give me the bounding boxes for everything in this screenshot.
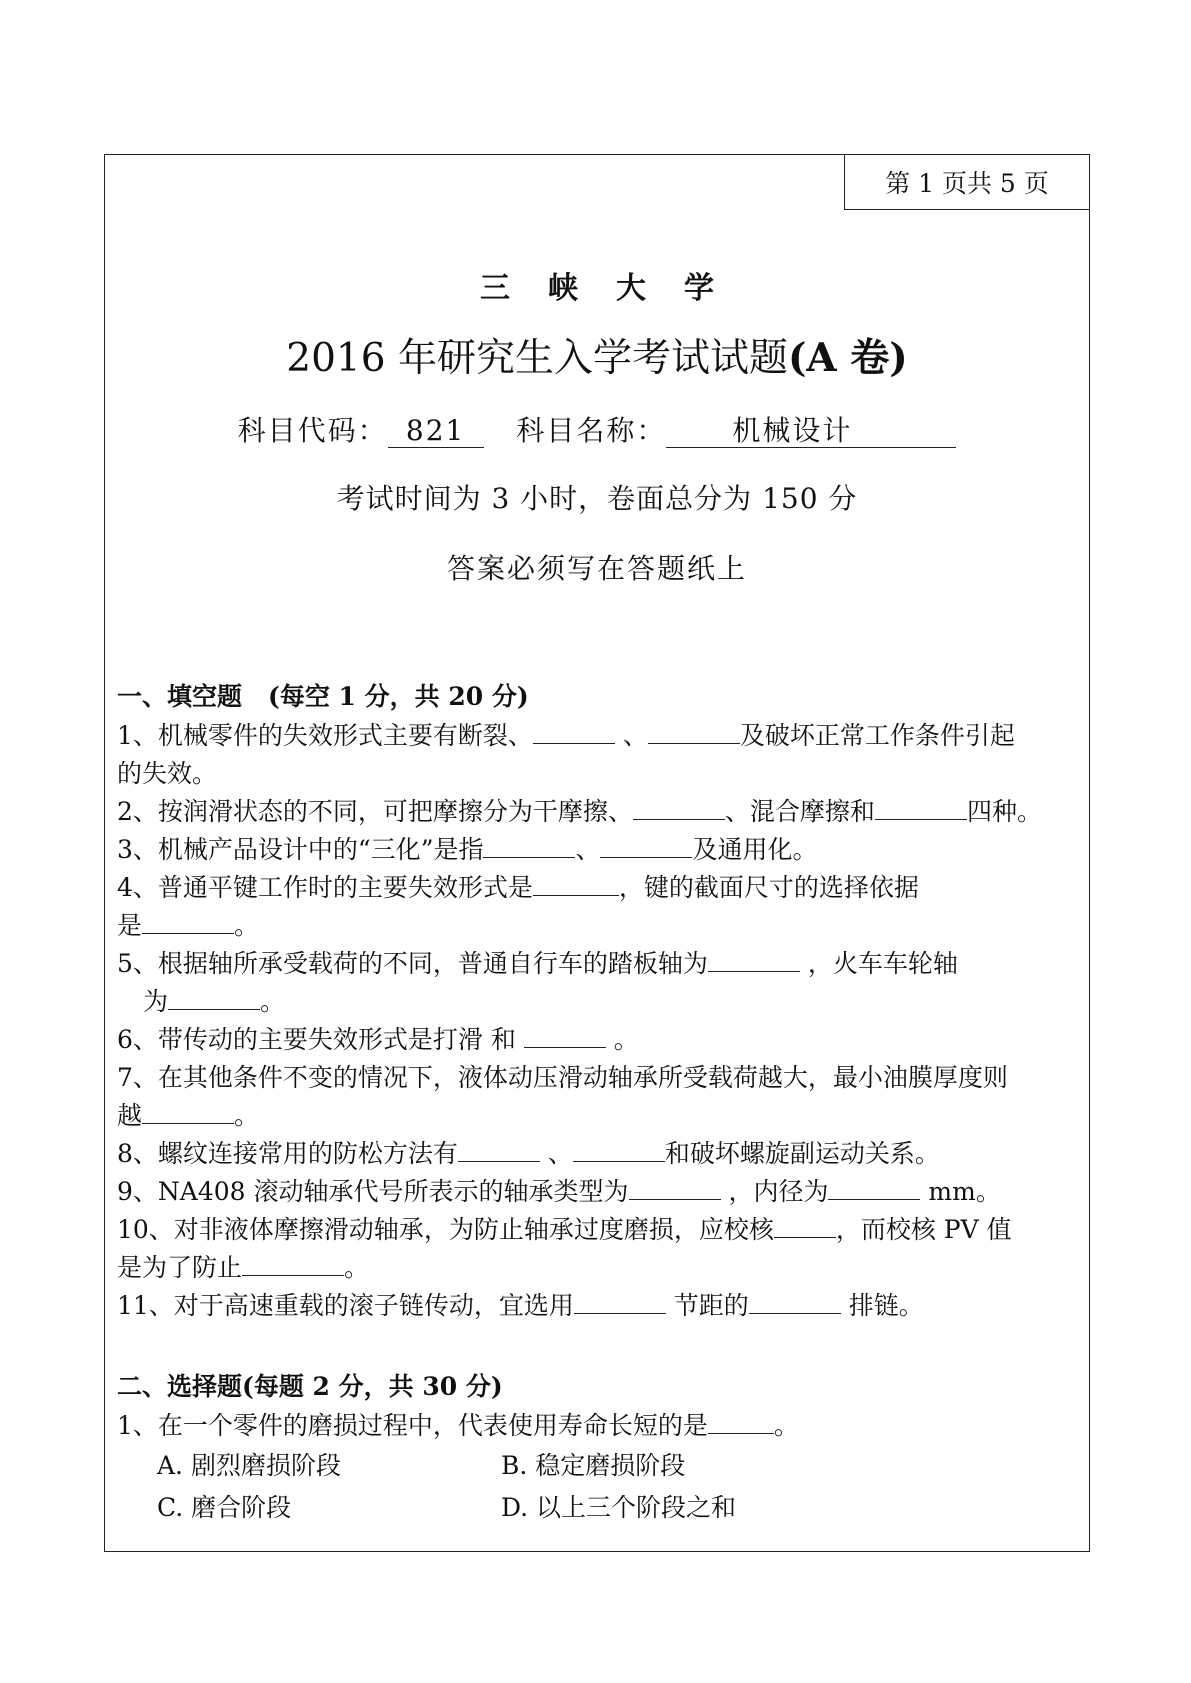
exam-paper-label: (A 卷) [787,335,908,381]
answer-blank [875,793,967,820]
university-name: 三峡大学 [480,271,752,306]
question-text: 1、机械零件的失效形式主要有断裂、 [117,721,533,750]
section-spacer [117,1325,1077,1367]
answer-blank [458,1135,540,1162]
subject-name: 机械设计 [666,415,956,448]
question-text: ，而校核 PV 值 [835,1215,1012,1244]
question-text: 。 [344,1253,370,1282]
question-text: 11、对于高速重载的滚子链传动，宜选用 [117,1291,574,1320]
choice-question-1 [117,1407,1077,1445]
question-text: 及通用化。 [692,835,818,864]
question-5-cont [117,983,1077,1021]
question-4 [117,869,1077,907]
question-10 [117,1211,1077,1249]
question-text: 及破坏正常工作条件引起 [739,721,1015,750]
question-text: ，键的截面尺寸的选择依据 [618,873,919,902]
question-text: 4、普通平键工作时的主要失效形式是 [117,873,533,902]
question-5 [117,945,1077,983]
answer-blank [629,1173,721,1200]
answer-blank [774,1211,836,1238]
question-text: 越 [117,1101,143,1130]
question-text: 、 [614,721,648,750]
subject-line [105,409,1089,449]
answer-blank [483,831,575,858]
question-1-cont: 的失效。 [117,759,218,788]
question-text: 是为了防止 [117,1253,243,1282]
question-text: 、 [539,1139,573,1168]
question-8 [117,1135,1077,1173]
option-b: B. 稳定磨损阶段 [501,1451,686,1480]
question-text: 。 [234,1101,260,1130]
subject-name-label: 科目名称： [516,414,667,447]
question-7: 7、在其他条件不变的情况下，液体动压滑动轴承所受载荷越大，最小油膜厚度则 [117,1063,1008,1092]
question-3 [117,831,1077,869]
section-score: (每题 2 分，共 30 分) [242,1372,503,1401]
question-2 [117,793,1077,831]
question-6 [117,1021,1077,1059]
answer-blank [533,717,615,744]
question-text: 。 [260,987,286,1016]
exam-title [105,327,1089,383]
exam-title-main: 2016 年研究生入学考试试题 [286,336,788,381]
answer-blank [749,1287,841,1314]
question-4-cont [117,907,1077,945]
option-c: C. 磨合阶段 [157,1493,292,1522]
question-text: 。 [234,911,260,940]
question-text: 节距的 [665,1291,749,1320]
section-title: 一、填空题 [117,682,243,711]
options-row-1 [117,1445,1077,1487]
section-score: (每空 1 分，共 20 分) [268,682,529,711]
question-text: 为 [143,987,169,1016]
subject-code-label: 科目代码： [237,414,388,447]
question-text: mm。 [920,1177,1001,1206]
question-text: 3、机械产品设计中的“三化”是指 [117,835,484,864]
question-10-cont [117,1249,1077,1287]
question-text: ，内径为 [720,1177,829,1206]
question-text: 。 [773,1411,799,1440]
question-7-cont [117,1097,1077,1135]
subject-code: 821 [388,415,484,448]
question-text: 2、按润滑状态的不同，可把摩擦分为干摩擦、 [117,797,633,826]
question-text: 6、带传动的主要失效形式是打滑 和 [117,1025,524,1054]
question-text: 排链。 [840,1291,924,1320]
exam-page-frame [104,154,1090,1552]
question-text: 1、在一个零件的磨损过程中，代表使用寿命长短的是 [117,1411,708,1440]
questions-body [117,677,1077,1529]
question-text: 5、根据轴所承受载荷的不同，普通自行车的踏板轴为 [117,949,708,978]
answer-blank [524,1021,606,1048]
page-indicator: 第 1 页共 5 页 [844,154,1090,210]
answer-blank [573,1135,665,1162]
answer-blank [242,1249,344,1276]
option-d: D. 以上三个阶段之和 [501,1493,737,1522]
answer-blank [168,983,260,1010]
answer-blank [142,907,234,934]
question-text: ，火车车轮轴 [799,949,958,978]
question-text: 9、NA408 滚动轴承代号所表示的轴承类型为 [117,1177,629,1206]
answer-blank [633,793,725,820]
answer-blank [533,869,619,896]
section-choice-heading [117,1367,1077,1407]
answer-blank [648,717,740,744]
exam-time: 考试时间为 3 小时，卷面总分为 150 分 [336,482,858,515]
section-fill-blank-heading [117,677,1077,717]
question-9 [117,1173,1077,1211]
question-text: 。 [605,1025,639,1054]
question-text: 、 [575,835,601,864]
question-text: 是 [117,911,143,940]
question-text: 和破坏螺旋副运动关系。 [664,1139,940,1168]
answer-blank [828,1173,920,1200]
question-1 [117,717,1077,755]
question-text: 10、对非液体摩擦滑动轴承，为防止轴承过度磨损，应校核 [117,1215,774,1244]
section-title: 二、选择题 [117,1372,243,1401]
question-text: 8、螺纹连接常用的防松方法有 [117,1139,458,1168]
answer-blank [600,831,692,858]
options-row-2 [117,1487,1077,1529]
answer-note: 答案必须写在答题纸上 [446,552,747,585]
answer-blank [574,1287,666,1314]
option-a: A. 剧烈磨损阶段 [157,1451,341,1480]
answer-blank [142,1097,234,1124]
question-text: 四种。 [966,797,1042,826]
question-11 [117,1287,1077,1325]
question-text: 、混合摩擦和 [724,797,875,826]
answer-blank [708,945,800,972]
answer-blank [708,1407,774,1434]
